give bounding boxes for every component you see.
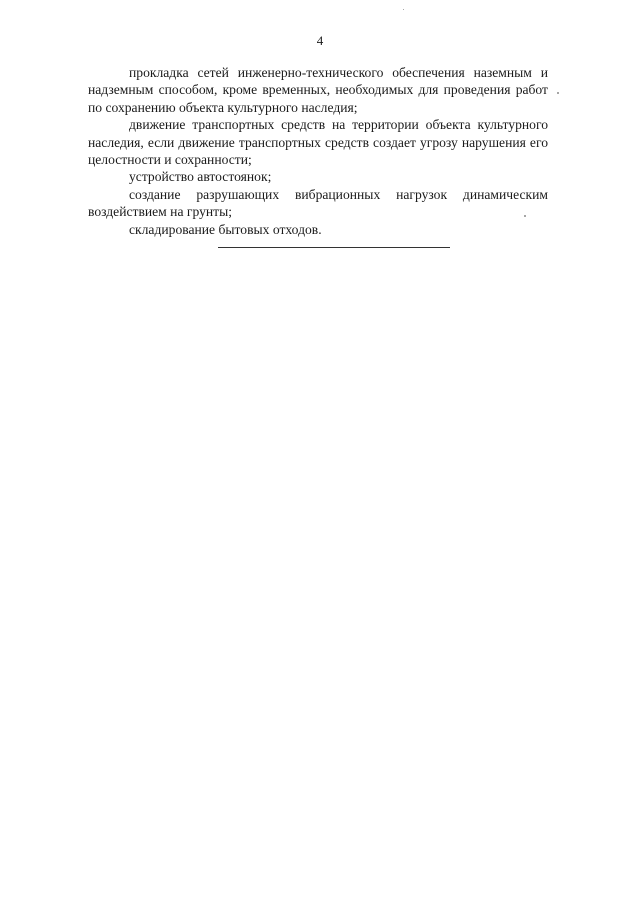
end-separator-line xyxy=(218,247,450,248)
scan-speck xyxy=(557,92,559,94)
scan-speck xyxy=(403,9,404,10)
document-body xyxy=(88,64,548,238)
paragraph-vehicle-traffic: движение транспортных средств на территории объекта культурного наследия, если движение транспортных средств создает угрозу нарушения его целостности и сохранности; xyxy=(88,117,548,168)
page-number: 4 xyxy=(316,33,324,48)
paragraph-utility-networks: прокладка сетей инженерно-технического обеспечения наземным и надземным способом, кроме временных, необходимых для проведения работ по сохранению объекта культурного наследия; xyxy=(88,65,548,115)
paragraph-parking: устройство автостоянок; xyxy=(129,169,272,185)
paragraph-vibration-loads: создание разрушающих вибрационных нагрузок динамическим воздействием на грунты; xyxy=(88,186,548,220)
scan-speck xyxy=(524,215,526,217)
paragraph-waste-storage: складирование бытовых отходов. xyxy=(129,221,322,237)
